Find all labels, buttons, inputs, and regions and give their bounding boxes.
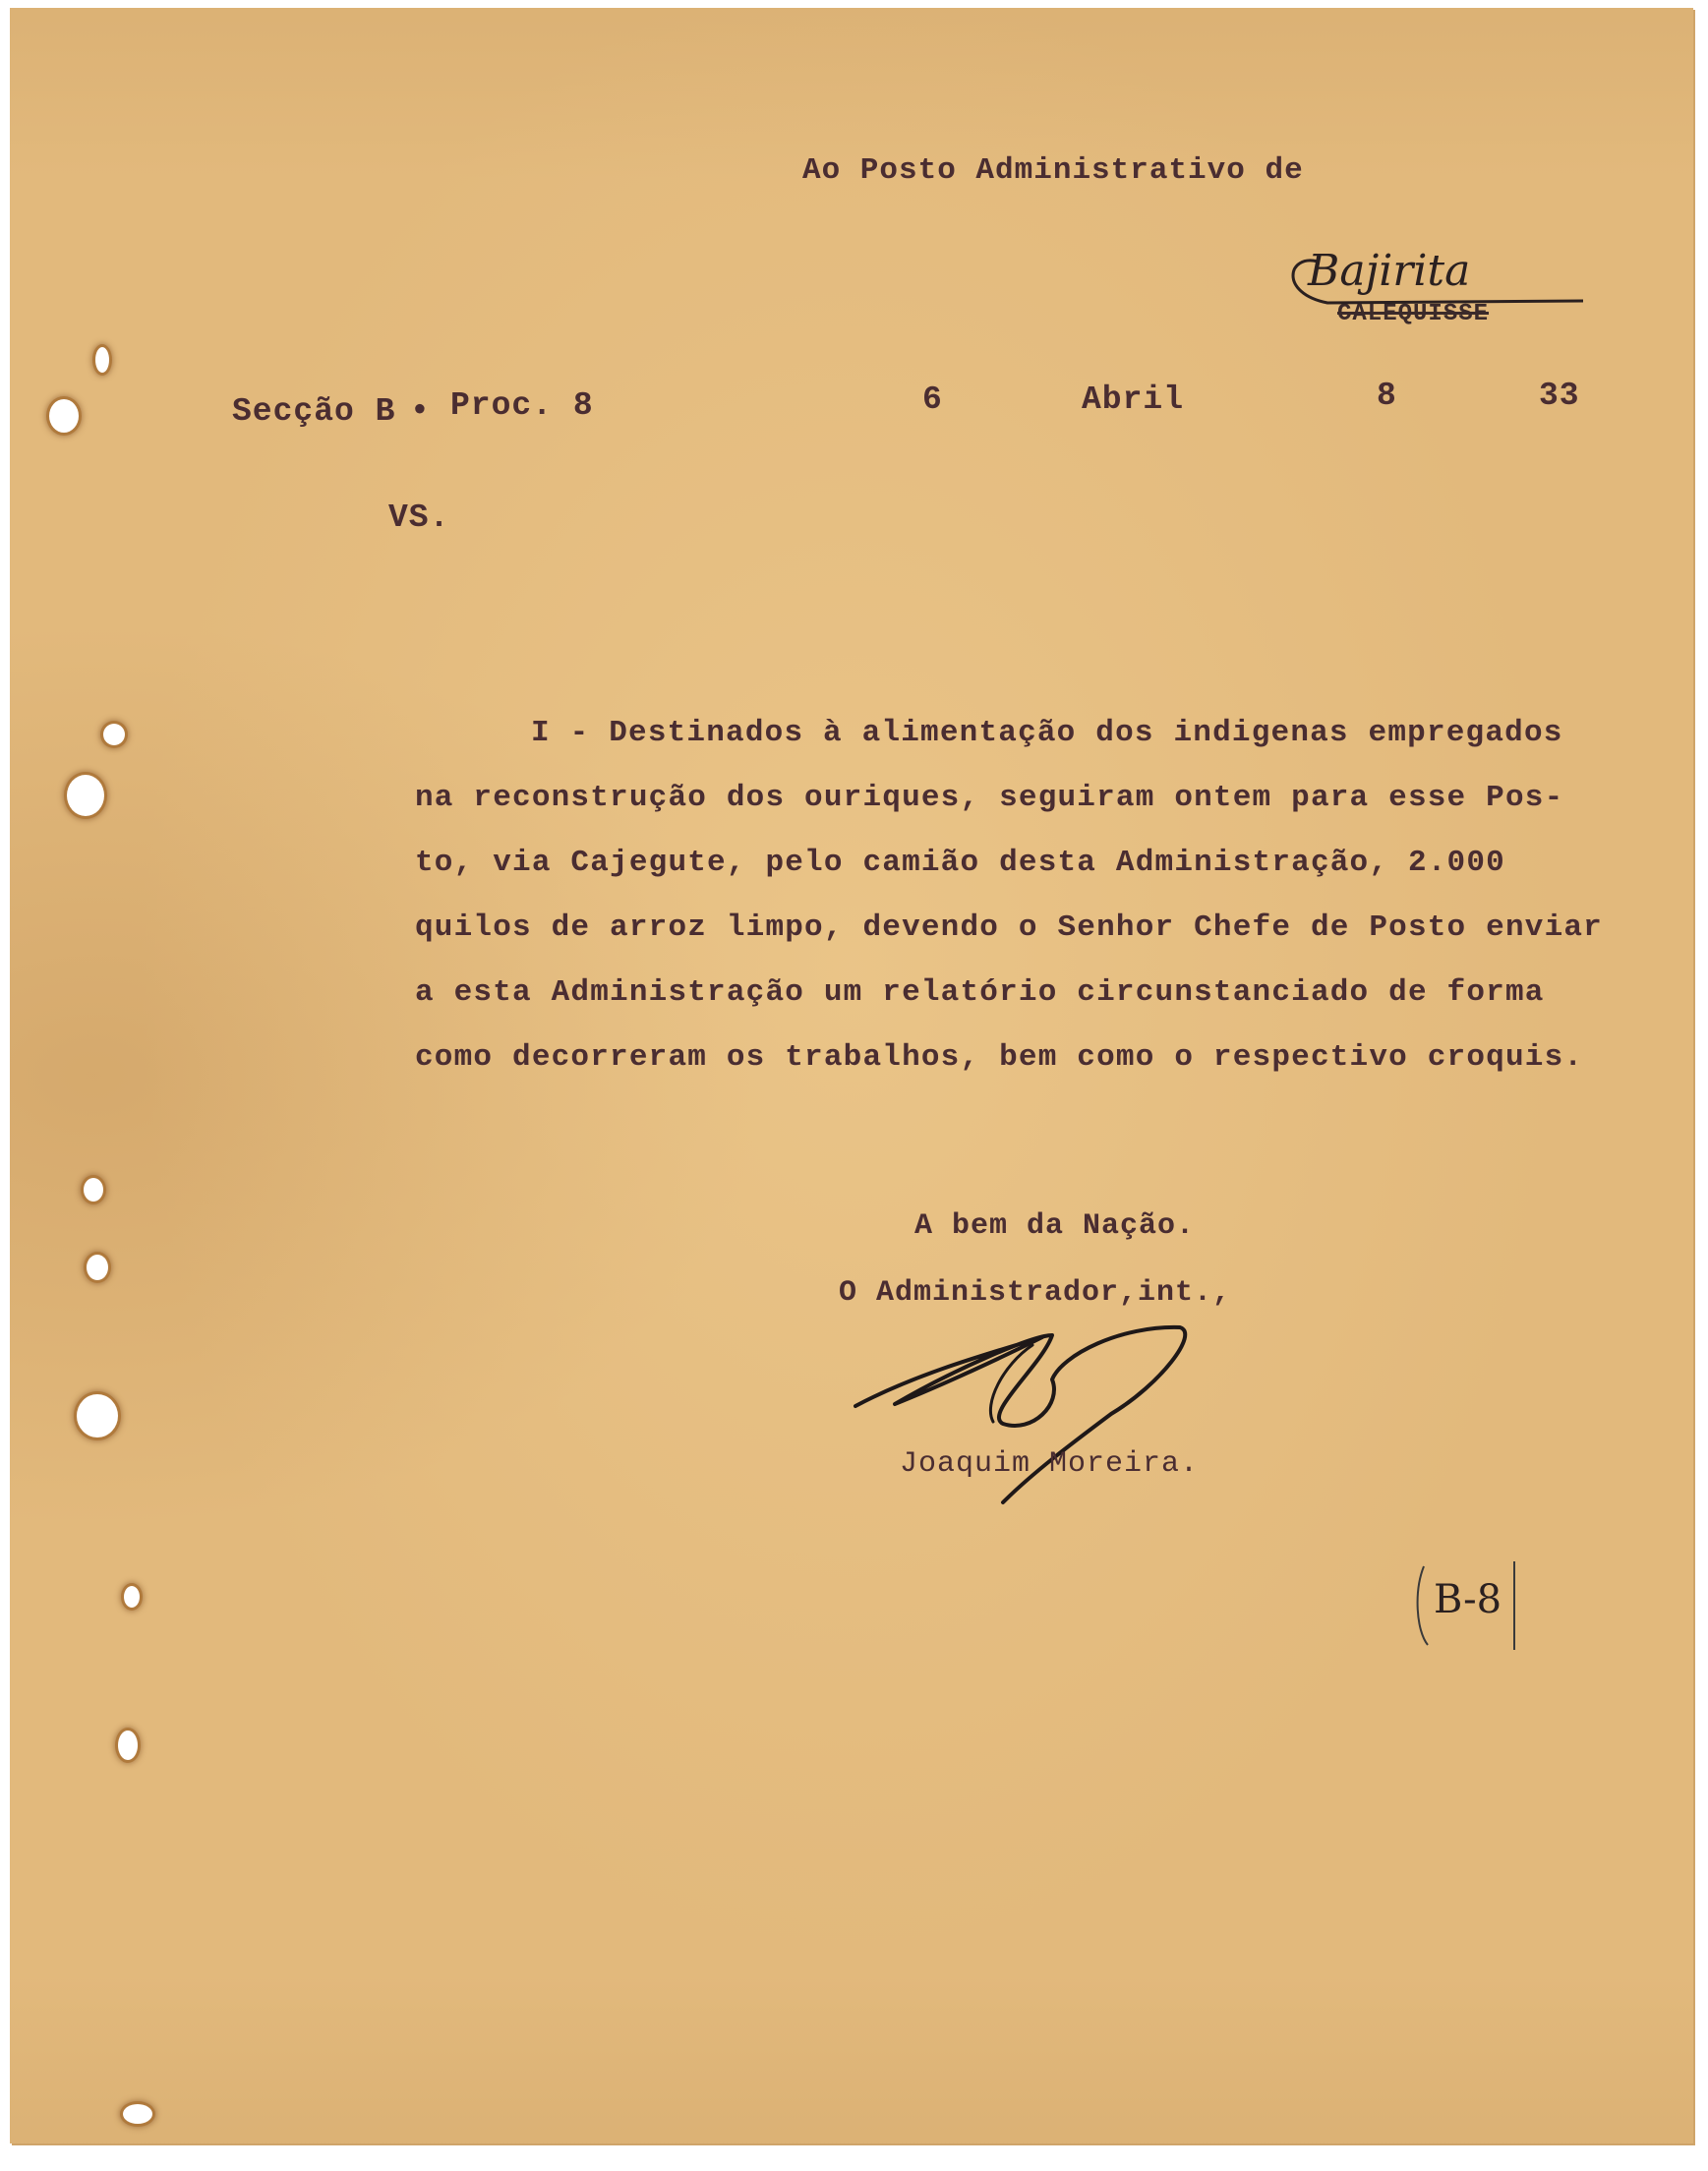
signature bbox=[10, 8, 1693, 2143]
closing-salute: A bem da Nação. bbox=[914, 1209, 1196, 1243]
place-underline-stroke bbox=[10, 8, 1693, 2143]
punch-hole bbox=[87, 1255, 108, 1280]
struck-place-name: CALEQUISSE bbox=[1337, 301, 1490, 327]
recipient-line: Ao Posto Administrativo de bbox=[802, 153, 1304, 188]
date-month: Abril bbox=[1082, 381, 1185, 418]
punch-hole bbox=[84, 1178, 103, 1202]
punch-hole bbox=[67, 775, 104, 816]
punch-hole bbox=[103, 724, 125, 745]
bullet-separator: • bbox=[410, 393, 431, 430]
date-digit: 8 bbox=[1377, 378, 1397, 414]
punch-hole bbox=[49, 399, 79, 433]
body-line: to, via Cajegute, pelo camião desta Administração, 2.000 bbox=[415, 846, 1505, 880]
process-number: Proc. 8 bbox=[450, 387, 594, 424]
punch-hole bbox=[77, 1394, 118, 1438]
body-line: I - Destinados à alimentação dos indigenas empregados bbox=[531, 716, 1563, 750]
signatory-name: Joaquim Moreira. bbox=[900, 1447, 1200, 1481]
body-line: na reconstrução dos ouriques, seguiram ontem para esse Pos- bbox=[415, 781, 1564, 815]
punch-hole bbox=[118, 1731, 138, 1760]
body-line: como decorreram os trabalhos, bem como o respectivo croquis. bbox=[415, 1040, 1584, 1075]
body-line: a esta Administração um relatório circunstanciado de forma bbox=[415, 975, 1545, 1010]
punch-hole bbox=[95, 347, 109, 373]
document-page bbox=[10, 8, 1693, 2143]
handwritten-place-name: Bajirita bbox=[1308, 246, 1471, 296]
archive-mark-brackets bbox=[10, 8, 1693, 2143]
salutation: VS. bbox=[388, 499, 450, 536]
date-year: 33 bbox=[1539, 378, 1580, 414]
section-label: Secção B bbox=[232, 393, 396, 430]
date-day: 6 bbox=[922, 381, 943, 418]
signatory-role: O Administrador,int., bbox=[839, 1276, 1232, 1310]
archive-mark: B-8 bbox=[1434, 1577, 1502, 1622]
body-line: quilos de arroz limpo, devendo o Senhor Chefe de Posto enviar bbox=[415, 910, 1603, 945]
punch-hole bbox=[123, 2104, 152, 2124]
punch-hole bbox=[124, 1586, 140, 1608]
